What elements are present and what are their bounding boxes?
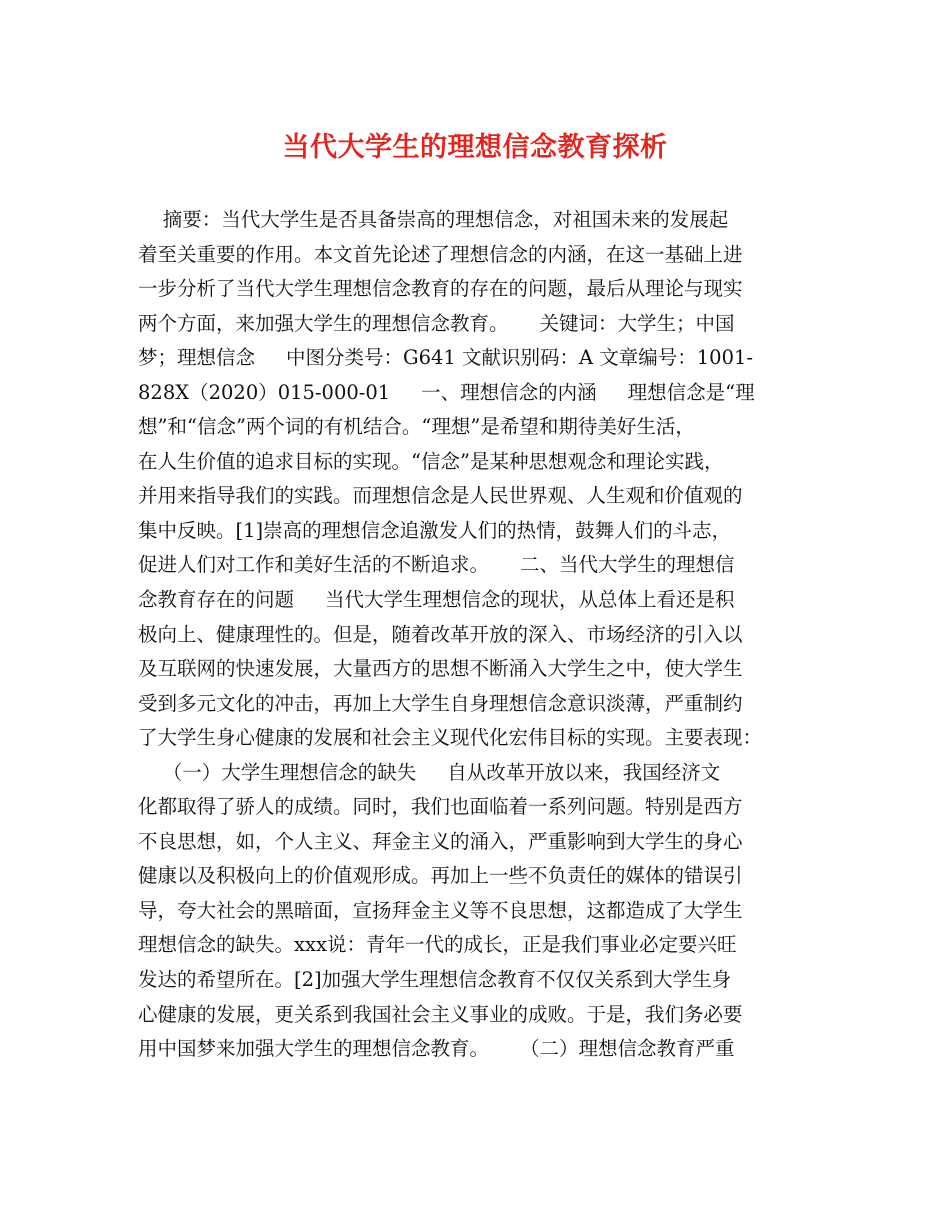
body-line: 并用来指导我们的实践。而理想信念是人民世界观、人生观和价值观的 xyxy=(138,484,743,508)
body-line: 导，夸大社会的黑暗面，宣扬拜金主义等不良思想，这都造成了大学生 xyxy=(138,898,743,922)
document-body xyxy=(138,203,818,1067)
body-line: 不良思想，如，个人主义、拜金主义的涌入，严重影响到大学生的身心 xyxy=(138,829,743,853)
body-line: 受到多元文化的冲击，再加上大学生自身理想信念意识淡薄，严重制约 xyxy=(138,691,743,715)
body-line: 一步分析了当代大学生理想信念教育的存在的问题，最后从理论与现实 xyxy=(138,277,743,301)
body-line: 及互联网的快速发展，大量西方的思想不断涌入大学生之中，使大学生 xyxy=(138,657,743,681)
body-line: 想”和“信念”两个词的有机结合。“理想”是希望和期待美好生活， xyxy=(138,415,695,439)
body-line: 828X（2020）015-000-01 一、理想信念的内涵 理想信念是“理 xyxy=(138,380,755,404)
body-line: 摘要：当代大学生是否具备崇高的理想信念，对祖国未来的发展起 xyxy=(138,208,729,231)
body-line: 着至关重要的作用。本文首先论述了理想信念的内涵，在这一基础上进 xyxy=(138,242,743,266)
body-line: （一）大学生理想信念的缺失 自从改革开放以来，我国经济文 xyxy=(138,760,721,784)
body-line: 了大学生身心健康的发展和社会主义现代化宏伟目标的实现。主要表现： xyxy=(138,726,763,750)
body-line: 极向上、健康理性的。但是，随着改革开放的深入、市场经济的引入以 xyxy=(138,622,743,646)
body-line: 健康以及积极向上的价值观形成。再加上一些不负责任的媒体的错误引 xyxy=(138,864,743,888)
body-line: 心健康的发展，更关系到我国社会主义事业的成败。于是，我们务必要 xyxy=(138,1002,743,1026)
document-title: 当代大学生的理想信念教育探析 xyxy=(282,132,668,163)
body-line: 两个方面，来加强大学生的理想信念教育。 关键词：大学生；中国 xyxy=(138,311,735,335)
body-line: 理想信念的缺失。xxx说：青年一代的成长，正是我们事业必定要兴旺 xyxy=(138,933,737,957)
body-line: 发达的希望所在。[2]加强大学生理想信念教育不仅仅关系到大学生身 xyxy=(138,968,732,992)
body-line: 集中反映。[1]崇高的理想信念追激发人们的热情，鼓舞人们的斗志， xyxy=(138,518,732,542)
body-line: 用中国梦来加强大学生的理想信念教育。 （二）理想信念教育严重 xyxy=(138,1037,735,1061)
body-line: 在人生价值的追求目标的实现。“信念”是某种思想观念和理论实践， xyxy=(138,449,724,473)
body-line: 念教育存在的问题 当代大学生理想信念的现状，从总体上看还是积 xyxy=(138,588,735,612)
body-line: 促进人们对工作和美好生活的不断追求。 二、当代大学生的理想信 xyxy=(138,553,735,577)
body-line: 化都取得了骄人的成绩。同时，我们也面临着一系列问题。特别是西方 xyxy=(138,795,743,819)
body-line: 梦；理想信念 中图分类号：G641 文献识别码：A 文章编号：1001- xyxy=(138,346,753,370)
